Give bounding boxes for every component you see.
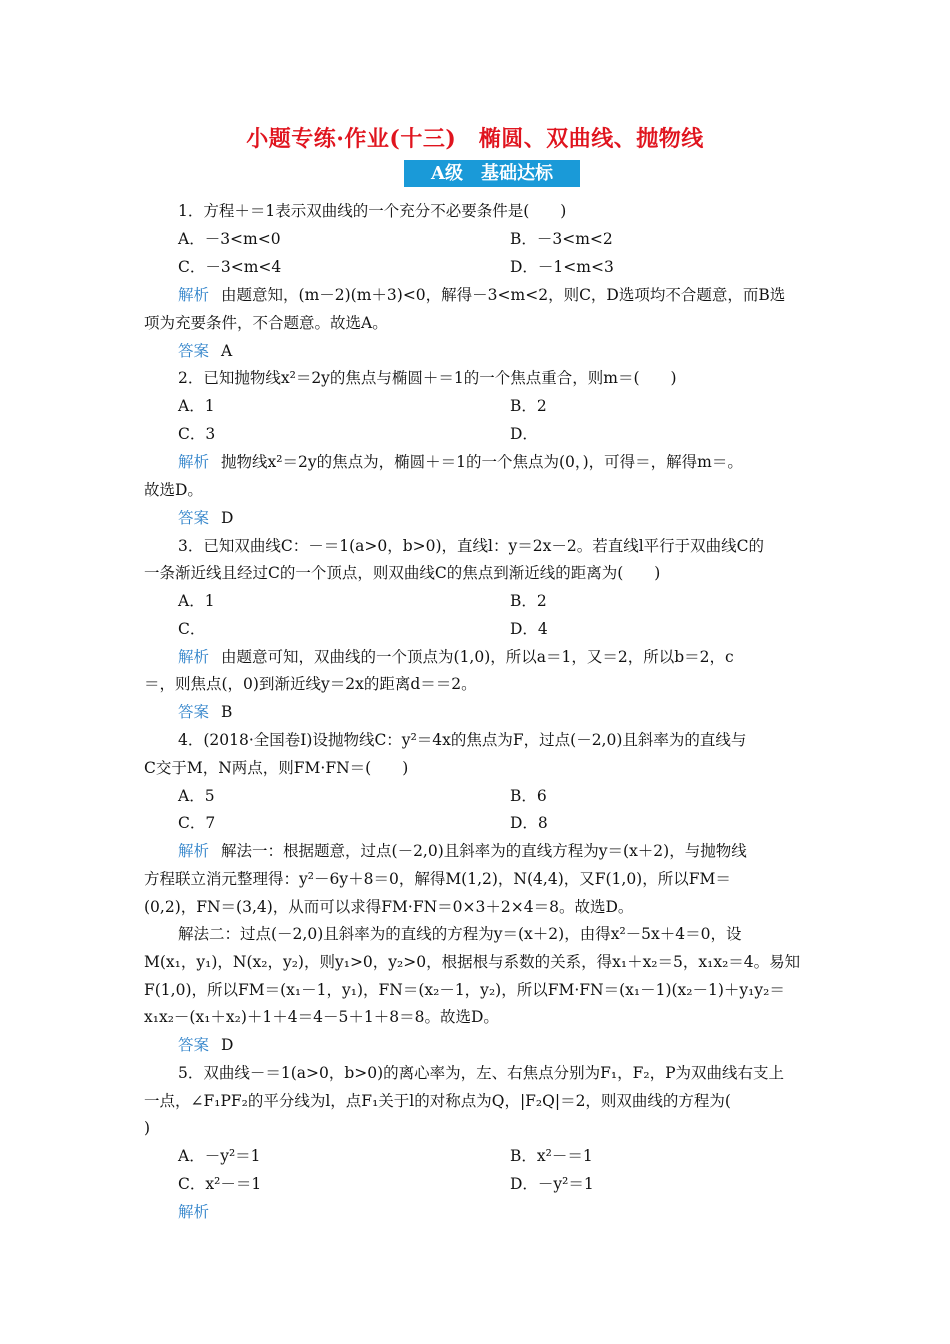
q4-analysis-line-3: (0,2)，FN＝(3,4)，从而可以求得FM·FN＝0×3＋2×4＝8。故选D。 — [144, 898, 634, 916]
answer-label: 答案 — [178, 703, 210, 721]
q5-option-d: D．－y²＝1 — [510, 1175, 594, 1193]
q3-analysis-line-2: ＝，则焦点(，0)到渐近线y＝2x的距离d＝＝2。 — [144, 675, 477, 693]
q4-method2-line-3: F(1,0)，所以FM＝(x₁－1，y₁)，FN＝(x₂－1，y₂)，所以FM·FN＝(x₁－1)(x₂－1)＋y₁y₂＝ — [144, 981, 785, 999]
q3-option-a: A．1 — [178, 592, 215, 610]
q4-option-d: D．8 — [510, 814, 548, 832]
q1-option-d: D．－1<m<3 — [510, 258, 614, 276]
q2-analysis-line-2: 故选D。 — [144, 481, 203, 499]
q3-answer-value: B — [221, 703, 233, 721]
level-badge: A级 基础达标 — [404, 160, 580, 187]
q4-analysis-text-1: 解法一：根据题意，过点(－2,0)且斜率为的直线方程为y＝(x＋2)，与抛物线 — [221, 842, 747, 860]
q3-analysis-line-1 — [178, 646, 734, 668]
q1-answer-value: A — [221, 342, 233, 360]
q3-option-d: D．4 — [510, 620, 548, 638]
q2-option-d: D． — [510, 425, 538, 443]
answer-label: 答案 — [178, 509, 210, 527]
q3-stem-line-2: 一条渐近线且经过C的一个顶点，则双曲线C的焦点到渐近线的距离为( ) — [144, 564, 661, 582]
q3-analysis-text-1: 由题意可知，双曲线的一个顶点为(1,0)，所以a＝1，又＝2，所以b＝2，c — [221, 648, 734, 666]
q5-option-a: A．－y²＝1 — [178, 1147, 261, 1165]
q3-option-c: C． — [178, 620, 206, 638]
q4-analysis-line-1 — [178, 840, 747, 862]
q1-analysis-line-1 — [178, 284, 785, 306]
q2-analysis-line-1 — [178, 451, 743, 473]
q3-answer — [178, 701, 232, 723]
q1-analysis-line-2: 项为充要条件，不合题意。故选A。 — [144, 314, 388, 332]
q4-stem-line-1: 4．(2018·全国卷Ⅰ)设抛物线C：y²＝4x的焦点为F，过点(－2,0)且斜率为的直线与 — [178, 731, 747, 749]
q1-option-b: B．－3<m<2 — [510, 230, 613, 248]
q5-stem-line-1: 5．双曲线－＝1(a>0，b>0)的离心率为，左、右焦点分别为F₁，F₂，P为双曲线右支上 — [178, 1064, 785, 1082]
answer-label: 答案 — [178, 342, 210, 360]
q2-option-c: C．3 — [178, 425, 216, 443]
q4-option-b: B．6 — [510, 787, 547, 805]
q1-analysis-text-1: 由题意知，(m－2)(m＋3)<0，解得－3<m<2，则C，D选项均不合题意，而B选 — [221, 286, 786, 304]
q3-option-b: B．2 — [510, 592, 547, 610]
q2-analysis-text-1: 抛物线x²＝2y的焦点为，椭圆＋＝1的一个焦点为(0，)，可得＝，解得m＝。 — [221, 453, 743, 471]
q2-answer — [178, 507, 233, 529]
q4-method2-line-1: 解法二：过点(－2,0)且斜率为的直线的方程为y＝(x＋2)，由得x²－5x＋4＝0，设 — [178, 925, 742, 943]
analysis-label: 解析 — [178, 842, 210, 860]
q1-stem: 1．方程＋＝1表示双曲线的一个充分不必要条件是( ) — [178, 202, 567, 220]
analysis-label: 解析 — [178, 453, 210, 471]
q4-method2-line-2: M(x₁，y₁)，N(x₂，y₂)，则y₁>0，y₂>0，根据根与系数的关系，得x₁＋x₂＝5，x₁x₂＝4。易知 — [144, 953, 801, 971]
q4-option-a: A．5 — [178, 787, 215, 805]
q4-answer-value: D — [221, 1036, 234, 1054]
q5-option-b: B．x²－＝1 — [510, 1147, 593, 1165]
analysis-label: 解析 — [178, 286, 210, 304]
q3-stem-line-1: 3．已知双曲线C：－＝1(a>0，b>0)，直线l：y＝2x－2。若直线l平行于双曲线C的 — [178, 537, 765, 555]
q2-option-a: A．1 — [178, 397, 215, 415]
analysis-label: 解析 — [178, 648, 210, 666]
q1-option-c: C．－3<m<4 — [178, 258, 282, 276]
q5-stem-line-2: 一点，∠F₁PF₂的平分线为l，点F₁关于l的对称点为Q，|F₂Q|＝2，则双曲线的方程为( — [144, 1092, 731, 1110]
q1-option-a: A．－3<m<0 — [178, 230, 281, 248]
q1-answer — [178, 340, 232, 362]
q4-analysis-line-2: 方程联立消元整理得：y²－6y＋8＝0，解得M(1,2)，N(4,4)，又F(1,0)，所以FM＝ — [144, 870, 731, 888]
q2-stem: 2．已知抛物线x²＝2y的焦点与椭圆＋＝1的一个焦点重合，则m＝( ) — [178, 369, 677, 387]
q4-option-c: C．7 — [178, 814, 216, 832]
q2-option-b: B．2 — [510, 397, 547, 415]
q5-analysis-label: 解析 — [178, 1203, 210, 1221]
q2-answer-value: D — [221, 509, 234, 527]
q5-option-c: C．x²－＝1 — [178, 1175, 262, 1193]
page-title: 小题专练·作业(十三) 椭圆、双曲线、抛物线 — [246, 126, 704, 152]
q4-method2-line-4: x₁x₂－(x₁＋x₂)＋1＋4＝4－5＋1＋8＝8。故选D。 — [144, 1008, 499, 1026]
q5-stem-line-3: ) — [144, 1119, 151, 1137]
q4-answer — [178, 1034, 233, 1056]
q4-stem-line-2: C交于M，N两点，则FM·FN＝( ) — [144, 759, 409, 777]
answer-label: 答案 — [178, 1036, 210, 1054]
